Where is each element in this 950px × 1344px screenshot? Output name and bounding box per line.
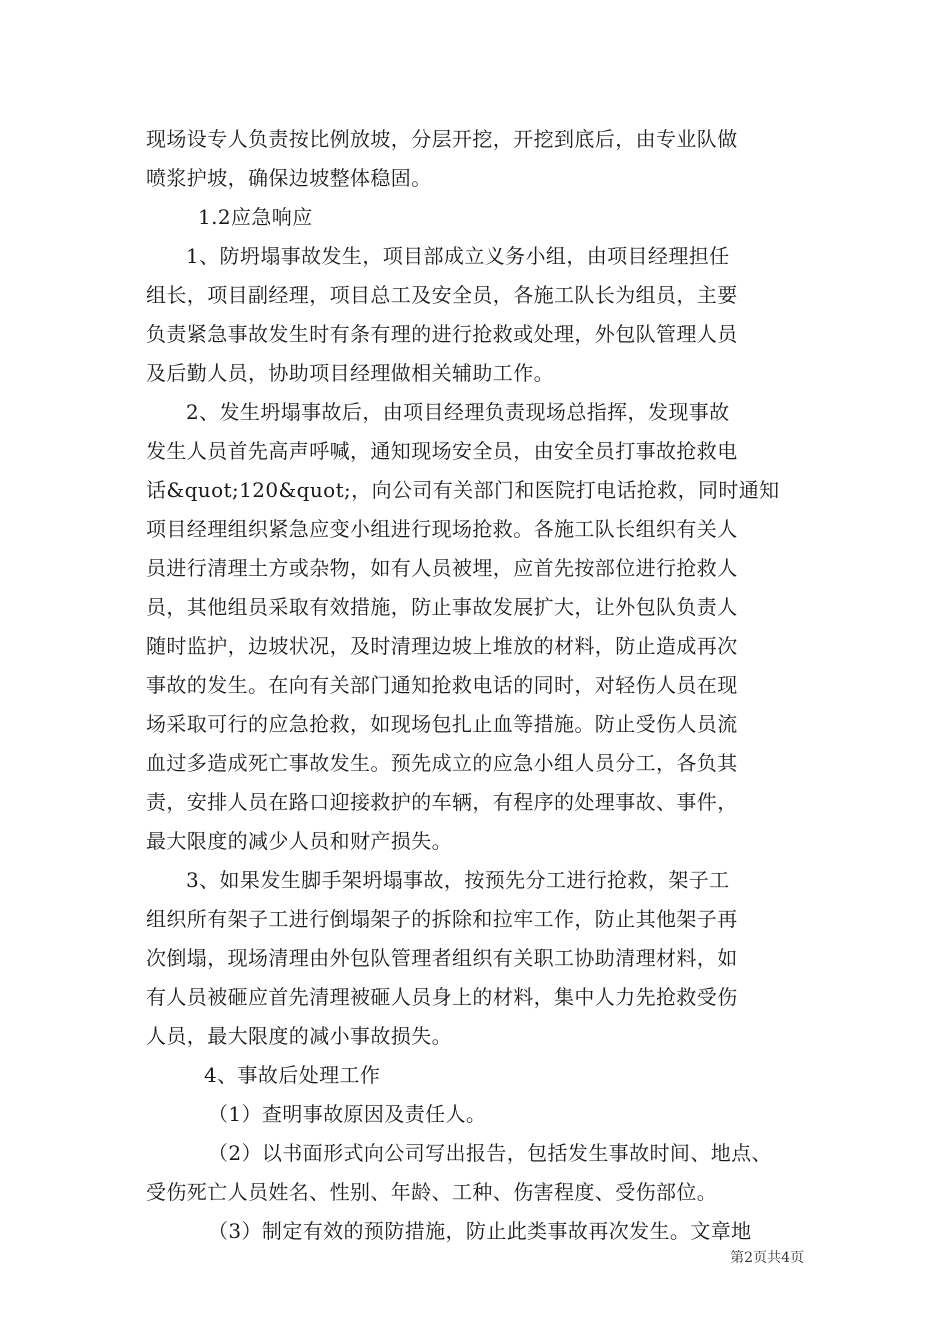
text-line: 人员，最大限度的减小事故损失。 bbox=[146, 1024, 452, 1048]
text-line: 发生人员首先高声呼喊，通知现场安全员，由安全员打事故抢救电 bbox=[146, 439, 738, 463]
page-number-footer: 第2页共4页 bbox=[730, 1250, 804, 1266]
text-line: 喷浆护坡，确保边坡整体稳固。 bbox=[146, 166, 432, 190]
text-line: 员，其他组员采取有效措施，防止事故发展扩大，让外包队负责人 bbox=[146, 595, 738, 619]
text-line: 最大限度的减少人员和财产损失。 bbox=[146, 829, 452, 853]
text-line: 1、防坍塌事故发生，项目部成立义务小组，由项目经理担任 bbox=[186, 244, 730, 268]
section-heading: 1.2应急响应 bbox=[198, 205, 313, 229]
list-item: （2）以书面形式向公司写出报告，包括发生事故时间、地点、 bbox=[208, 1141, 772, 1165]
text-line: 负责紧急事故发生时有条有理的进行抢救或处理，外包队管理人员 bbox=[146, 322, 738, 346]
text-line: 受伤死亡人员姓名、性别、年龄、工种、伤害程度、受伤部位。 bbox=[146, 1180, 718, 1204]
text-line: 组织所有架子工进行倒塌架子的拆除和拉牢工作，防止其他架子再 bbox=[146, 907, 738, 931]
text-line: 3、如果发生脚手架坍塌事故，按预先分工进行抢救，架子工 bbox=[186, 868, 730, 892]
text-line: 场采取可行的应急抢救，如现场包扎止血等措施。防止受伤人员流 bbox=[146, 712, 738, 736]
text-line: 项目经理组织紧急应变小组进行现场抢救。各施工队长组织有关人 bbox=[146, 517, 738, 541]
text-line: 责，安排人员在路口迎接救护的车辆，有程序的处理事故、事件， bbox=[146, 790, 738, 814]
text-line: 血过多造成死亡事故发生。预先成立的应急小组人员分工，各负其 bbox=[146, 751, 738, 775]
text-line: 2、发生坍塌事故后，由项目经理负责现场总指挥，发现事故 bbox=[186, 400, 730, 424]
list-item: （1）查明事故原因及责任人。 bbox=[208, 1102, 487, 1126]
section-heading: 4、事故后处理工作 bbox=[204, 1063, 381, 1087]
document-body bbox=[146, 120, 826, 1251]
text-line: 有人员被砸应首先清理被砸人员身上的材料，集中人力先抢救受伤 bbox=[146, 985, 738, 1009]
text-line: 现场设专人负责按比例放坡，分层开挖，开挖到底后，由专业队做 bbox=[146, 127, 738, 151]
text-line: 组长，项目副经理，项目总工及安全员，各施工队长为组员，主要 bbox=[146, 283, 738, 307]
text-line: 话&quot;120&quot;，向公司有关部门和医院打电话抢救，同时通知 bbox=[146, 478, 780, 502]
text-line: 随时监护，边坡状况，及时清理边坡上堆放的材料，防止造成再次 bbox=[146, 634, 738, 658]
text-line: 及后勤人员，协助项目经理做相关辅助工作。 bbox=[146, 361, 554, 385]
list-item: （3）制定有效的预防措施，防止此类事故再次发生。文章地 bbox=[208, 1219, 752, 1243]
text-line: 次倒塌，现场清理由外包队管理者组织有关职工协助清理材料，如 bbox=[146, 946, 738, 970]
text-line: 员进行清理土方或杂物，如有人员被埋，应首先按部位进行抢救人 bbox=[146, 556, 738, 580]
text-line: 事故的发生。在向有关部门通知抢救电话的同时，对轻伤人员在现 bbox=[146, 673, 738, 697]
